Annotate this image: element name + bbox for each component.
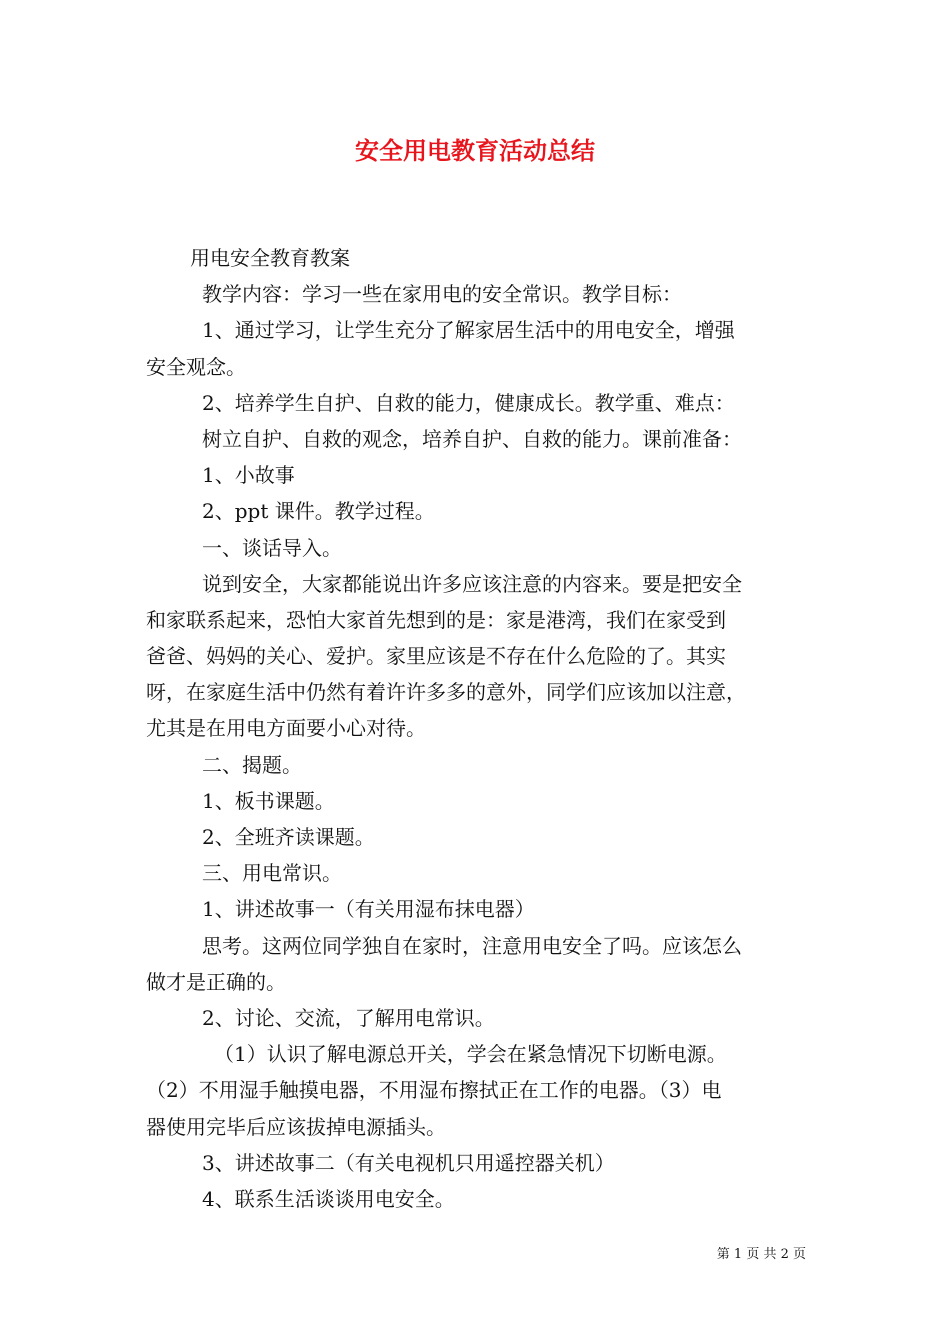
paragraph-line: 安全观念。 bbox=[146, 354, 246, 379]
paragraph-line: （2）不用湿手触摸电器，不用湿布擦拭正在工作的电器。（3）电 bbox=[146, 1078, 722, 1103]
paragraph-line: 做才是正确的。 bbox=[146, 969, 286, 994]
paragraph-line: （1）认识了解电源总开关，学会在紧急情况下切断电源。 bbox=[214, 1042, 727, 1067]
paragraph-line: 2、全班齐读课题。 bbox=[202, 825, 375, 849]
paragraph-line: 用电安全教育教案 bbox=[190, 246, 350, 270]
paragraph-line: 教学内容：学习一些在家用电的安全常识。教学目标： bbox=[202, 282, 682, 307]
paragraph-line: 爸爸、妈妈的关心、爱护。家里应该是不存在什么危险的了。其实 bbox=[146, 644, 726, 669]
paragraph-line: 和家联系起来，恐怕大家首先想到的是：家是港湾，我们在家受到 bbox=[146, 607, 726, 632]
paragraph-line: 树立自护、自救的观念，培养自护、自救的能力。课前准备： bbox=[202, 426, 742, 451]
page-number-footer: 第 1 页 共 2 页 bbox=[716, 1247, 806, 1262]
paragraph-line: 二、揭题。 bbox=[202, 752, 302, 777]
paragraph-line: 2、ppt 课件。教学过程。 bbox=[202, 499, 435, 524]
paragraph-line: 呀，在家庭生活中仍然有着许许多多的意外，同学们应该加以注意， bbox=[146, 680, 746, 705]
paragraph-line: 三、用电常识。 bbox=[202, 861, 342, 886]
paragraph-line: 4、联系生活谈谈用电安全。 bbox=[202, 1186, 455, 1211]
paragraph-line: 1、讲述故事一（有关用湿布抹电器） bbox=[202, 897, 535, 922]
paragraph-line: 3、讲述故事二（有关电视机只用遥控器关机） bbox=[202, 1150, 615, 1175]
paragraph-line: 1、小故事 bbox=[202, 463, 295, 488]
paragraph-line: 一、谈话导入。 bbox=[202, 535, 342, 560]
paragraph-line: 1、板书课题。 bbox=[202, 788, 335, 813]
paragraph-line: 2、培养学生自护、自救的能力，健康成长。教学重、难点： bbox=[202, 390, 735, 415]
paragraph-line: 1、通过学习，让学生充分了解家居生活中的用电安全，增强 bbox=[202, 318, 735, 343]
paragraph-line: 思考。这两位同学独自在家时，注意用电安全了吗。应该怎么 bbox=[202, 933, 742, 958]
document-title: 安全用电教育活动总结 bbox=[355, 136, 595, 165]
paragraph-line: 尤其是在用电方面要小心对待。 bbox=[146, 716, 426, 741]
document-body bbox=[146, 240, 816, 1217]
paragraph-line: 说到安全，大家都能说出许多应该注意的内容来。要是把安全 bbox=[202, 571, 742, 596]
paragraph-line: 器使用完毕后应该拔掉电源插头。 bbox=[146, 1114, 446, 1139]
paragraph-line: 2、讨论、交流，了解用电常识。 bbox=[202, 1005, 495, 1030]
